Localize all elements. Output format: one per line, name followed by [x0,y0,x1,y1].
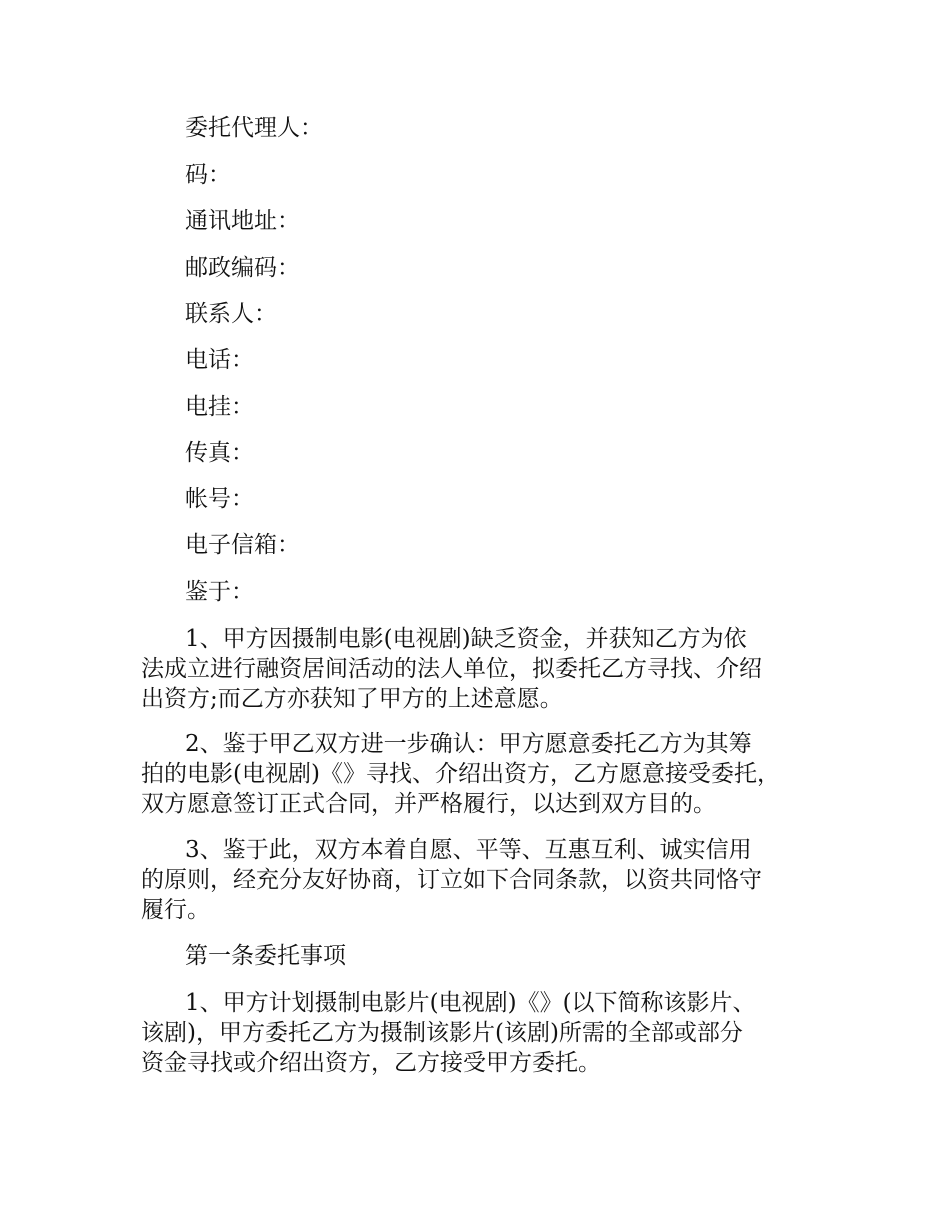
paragraph-line: 法成立进行融资居间活动的法人单位，拟委托乙方寻找、介绍 [141,656,762,682]
paragraph-line: 3、鉴于此，双方本着自愿、平等、互惠互利、诚实信用 [185,837,752,863]
field-account: 帐号： [185,486,254,512]
field-postal-code: 邮政编码： [185,255,300,281]
whereas-item-1 [141,624,841,714]
article-1-heading: 第一条委托事项 [185,943,346,969]
paragraph-line: 资金寻找或介绍出资方，乙方接受甲方委托。 [141,1050,601,1076]
paragraph-line: 该剧)，甲方委托乙方为摄制该影片(该剧)所需的全部或部分 [141,1020,743,1046]
field-phone: 电话： [185,347,254,373]
paragraph-line: 2、鉴于甲乙双方进一步确认：甲方愿意委托乙方为其筹 [185,731,752,757]
paragraph-line: 拍的电影(电视剧)《》寻找、介绍出资方，乙方愿意接受委托， [141,761,780,787]
field-code: 码： [185,162,231,188]
paragraph-line: 的原则，经充分友好协商，订立如下合同条款，以资共同恪守 [141,867,762,893]
field-agent: 委托代理人： [185,115,323,141]
paragraph-line: 双方愿意签订正式合同，并严格履行，以达到双方目的。 [141,791,716,817]
whereas-item-3 [141,835,841,925]
whereas-heading: 鉴于： [185,579,254,605]
field-address: 通讯地址： [185,208,300,234]
field-contact: 联系人： [185,301,277,327]
field-telex: 电挂： [185,394,254,420]
paragraph-line: 出资方;而乙方亦获知了甲方的上述意愿。 [141,686,563,712]
field-fax: 传真： [185,440,254,466]
paragraph-line: 1、甲方因摄制电影(电视剧)缺乏资金，并获知乙方为依 [185,626,747,652]
paragraph-line: 履行。 [141,897,210,923]
field-email: 电子信箱： [185,532,300,558]
article-1-item-1 [141,988,841,1078]
whereas-item-2 [141,729,841,819]
paragraph-line: 1、甲方计划摄制电影片(电视剧)《》(以下简称该影片、 [185,990,756,1016]
